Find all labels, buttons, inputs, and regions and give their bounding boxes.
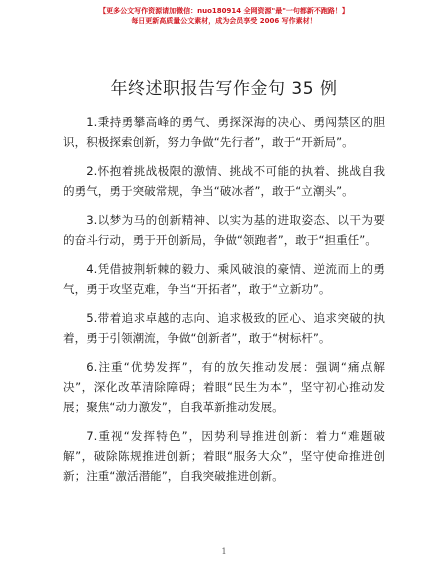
- promo-banner: [0, 6, 448, 26]
- promo-banner-line-1: 【更多公文写作资源请加微信：nuo180914 全网资源"最"一句都新不跑路！】: [99, 7, 349, 15]
- paragraph-7: 7.重视“发挥特色”，因势利导推进创新：着力“难题破解”，破除陈规推进创新；着眼“服务大众”，坚守使命推进创新；注重“激活潜能”，自我突破推进创新。: [63, 429, 385, 483]
- paragraph-4: 4.凭借披荆斩棘的毅力、乘风破浪的豪情、逆流而上的勇气，勇于攻坚克难，争当“开拓者”，敢于“立新功”。: [63, 262, 385, 296]
- document-body: [63, 112, 385, 495]
- paragraph-3: 3.以梦为马的创新精神、以实为基的进取姿态、以干为要的奋斗行动，勇于开创新局，争做“领跑者”，敢于“担重任”。: [63, 213, 385, 247]
- paragraph-5: 5.带着追求卓越的志向、追求极致的匠心、追求突破的执着，勇于引领潮流，争做“创新者”，敢于“树标杆”。: [63, 311, 385, 345]
- paragraph-2: 2.怀抱着挑战极限的激情、挑战不可能的执着、挑战自我的勇气，勇于突破常规，争当“破冰者”，敢于“立潮头”。: [63, 164, 385, 198]
- paragraph-1: 1.秉持勇攀高峰的勇气、勇探深海的决心、勇闯禁区的胆识，积极探索创新，努力争做“先行者”，敢于“开新局”。: [63, 115, 385, 149]
- promo-banner-line-2: 每日更新高质量公文素材，成为会员享受 2006 写作素材！: [131, 17, 317, 25]
- document-title: 年终述职报告写作金句 35 例: [110, 79, 338, 99]
- paragraph-6: 6.注重“优势发挥”，有的放矢推动发展：强调“痛点解决”，深化改革清除障碍；着眼“民生为本”，坚守初心推动发展；聚焦“动力激发”，自我革新推动发展。: [63, 360, 385, 414]
- page-number: 1: [221, 547, 227, 556]
